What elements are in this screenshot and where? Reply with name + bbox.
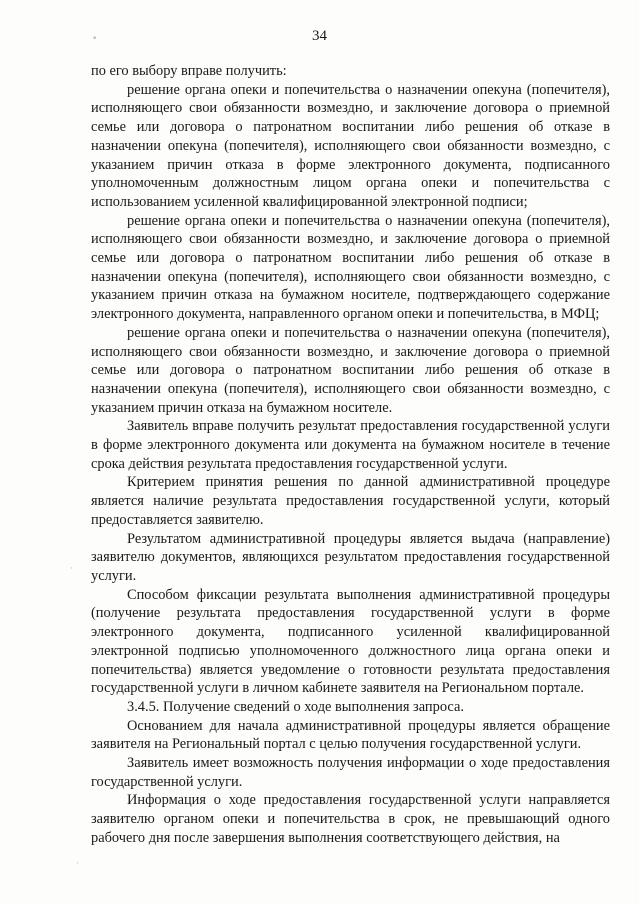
paragraph: решение органа опеки и попечительства о назначении опекуна (попечителя), исполняющего свои обязанности возмездно, и заключение договора о приемной семье или договора о патронатном воспитании либо решения об отказе в назначении опекуна (попечителя), исполняющего свои обязанности возмездно, с указанием причин отказа на бумажном носителе, подтверждающего содержание электронного документа, направленного органом опеки и попечительства, в МФЦ; [91,212,610,323]
paragraph: решение органа опеки и попечительства о назначении опекуна (попечителя), исполняющего свои обязанности возмездно, и заключение договора о приемной семье или договора о патронатном воспитании либо решения об отказе в назначении опекуна (попечителя), исполняющего свои обязанности возмездно, с указанием причин отказа в форме электронного документа, подписанного уполномоченным должностным лицом органа опеки и попечительства с использованием усиленной квалифицированной электронной подписи; [91,81,610,210]
paragraph: решение органа опеки и попечительства о назначении опекуна (попечителя), исполняющего свои обязанности возмездно, и заключение договора о приемной семье или договора о патронатном воспитании либо решения об отказе в назначении опекуна (попечителя), исполняющего свои обязанности возмездно, с указанием причин отказа на бумажном носителе. [91,324,610,416]
paragraph: Результатом административной процедуры является выдача (направление) заявителю документов, являющихся результатом предоставления государственной услуги. [91,530,610,584]
paragraph: Основанием для начала административной процедуры является обращение заявителя на Региональный портал с целью получения государственной услуги. [91,717,610,753]
scan-mark: • [92,34,98,44]
paragraph: Заявитель вправе получить результат предоставления государственной услуги в форме электронного документа или документа на бумажном носителе в течение срока действия результата предоставления государственной услуги. [91,418,610,472]
paragraph: Информация о ходе предоставления государственной услуги направляется заявителю органом опеки и попечительства в срок, не превышающий одного рабочего дня после завершения выполнения соответствующего действия, на [91,792,610,846]
paragraph: Способом фиксации результата выполнения административной процедуры (получение результата предоставления государственной услуги в форме электронного документа, подписанного усиленной квалифицированной электронной подписью уполномоченного должностного лица органа опеки и попечительства) является уведомление о готовности результата предоставления государственной услуги в личном кабинете заявителя на Региональном портале. [91,586,610,697]
paragraph: Критерием принятия решения по данной административной процедуре является наличие результата предоставления государственной услуги, который предоставляется заявителю. [91,474,610,528]
scan-mark: · [76,859,79,869]
paragraph: Заявитель имеет возможность получения информации о ходе предоставления государственной услуги. [91,755,610,790]
paragraph-intro: по его выбору вправе получить: [91,63,287,79]
document-body [91,62,610,848]
page-number: 34 [312,28,327,44]
section-heading: 3.4.5. Получение сведений о ходе выполнения запроса. [127,698,464,715]
scan-mark: · [70,564,73,574]
